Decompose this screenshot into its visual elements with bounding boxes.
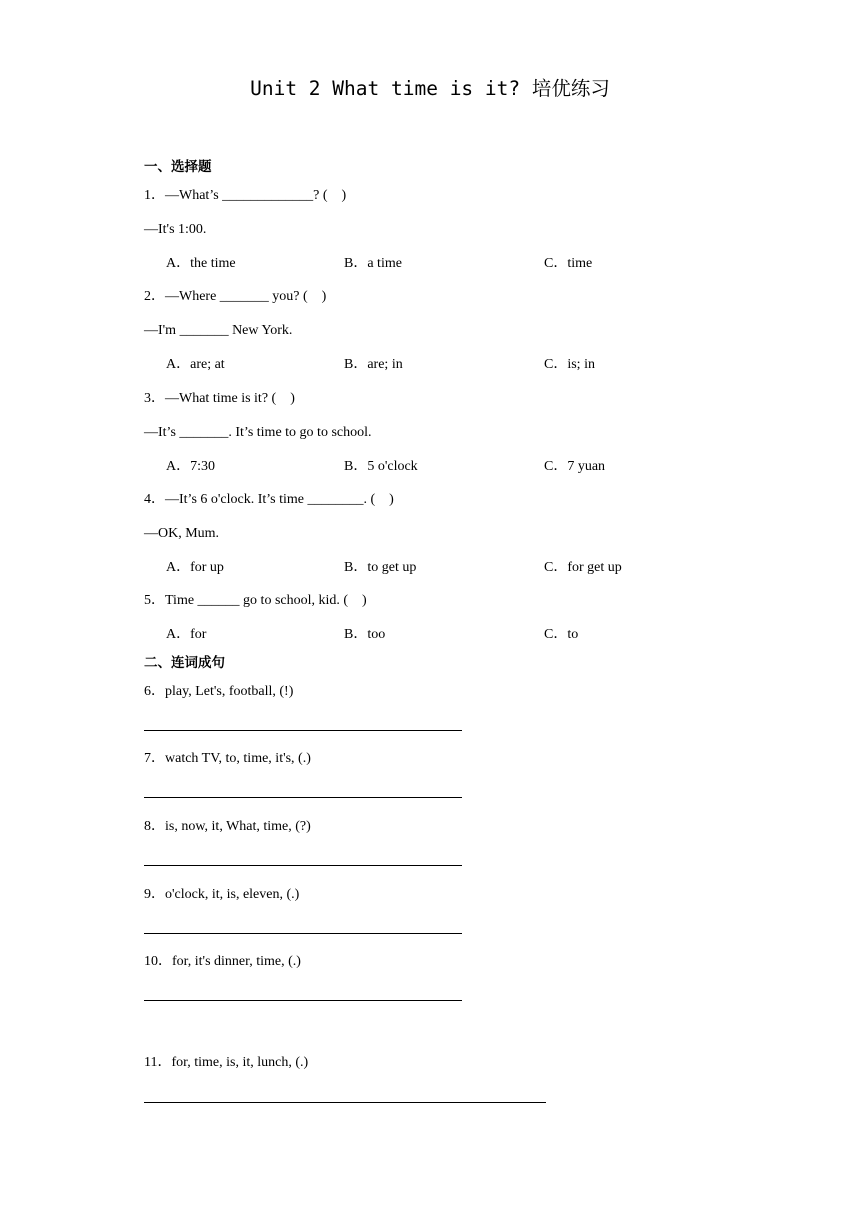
question-5-option-b[interactable]: B．too [344, 627, 386, 642]
sentence-item-9: 9．o'clock, it, is, eleven, (.) [144, 887, 300, 902]
question-4-option-b[interactable]: B．to get up [344, 560, 417, 575]
question-3-option-b[interactable]: B．5 o'clock [344, 459, 418, 474]
question-3-reply: —It’s _______. It’s time to go to school. [144, 425, 372, 440]
section-heading-multiple-choice: 一、选择题 [144, 159, 212, 175]
question-1-options [166, 255, 766, 273]
sentence-item-10: 10．for, it's dinner, time, (.) [144, 954, 301, 969]
question-3-stem: 3．—What time is it? ( ) [144, 391, 295, 406]
question-1-stem: 1．—What’s _____________? ( ) [144, 188, 347, 203]
question-4-options [166, 559, 766, 577]
question-2-options [166, 356, 766, 374]
sentence-item-8: 8．is, now, it, What, time, (?) [144, 819, 311, 834]
question-1-option-a[interactable]: A．the time [166, 256, 236, 271]
sentence-item-7: 7．watch TV, to, time, it's, (.) [144, 751, 311, 766]
answer-line-11[interactable] [144, 1102, 546, 1103]
question-5-options [166, 626, 766, 644]
question-4-option-c[interactable]: C．for get up [544, 560, 622, 575]
question-5-option-c[interactable]: C．to [544, 627, 579, 642]
page-title: Unit 2 What time is it? 培优练习 [250, 77, 610, 100]
sentence-item-11: 11．for, time, is, it, lunch, (.) [144, 1055, 309, 1070]
question-3-option-a[interactable]: A．7:30 [166, 459, 215, 474]
question-2-option-c[interactable]: C．is; in [544, 357, 595, 372]
question-5-stem: 5．Time ______ go to school, kid. ( ) [144, 593, 367, 608]
question-2-option-b[interactable]: B．are; in [344, 357, 403, 372]
question-4-reply: —OK, Mum. [144, 526, 220, 541]
answer-line-6[interactable] [144, 730, 462, 731]
question-1-option-c[interactable]: C．time [544, 256, 593, 271]
answer-line-8[interactable] [144, 865, 462, 866]
question-2-stem: 2．—Where _______ you? ( ) [144, 289, 327, 304]
section-heading-sentence-building: 二、连词成句 [144, 655, 225, 671]
answer-line-7[interactable] [144, 797, 462, 798]
question-3-option-c[interactable]: C．7 yuan [544, 459, 606, 474]
answer-line-9[interactable] [144, 933, 462, 934]
question-4-option-a[interactable]: A．for up [166, 560, 224, 575]
question-1-option-b[interactable]: B．a time [344, 256, 402, 271]
sentence-item-6: 6．play, Let's, football, (!) [144, 684, 294, 699]
question-5-option-a[interactable]: A．for [166, 627, 207, 642]
question-2-option-a[interactable]: A．are; at [166, 357, 225, 372]
question-3-options [166, 458, 766, 476]
question-2-reply: —I'm _______ New York. [144, 323, 293, 338]
question-4-stem: 4．—It’s 6 o'clock. It’s time ________. ( ) [144, 492, 394, 507]
question-1-reply: —It's 1:00. [144, 222, 207, 237]
answer-line-10[interactable] [144, 1000, 462, 1001]
